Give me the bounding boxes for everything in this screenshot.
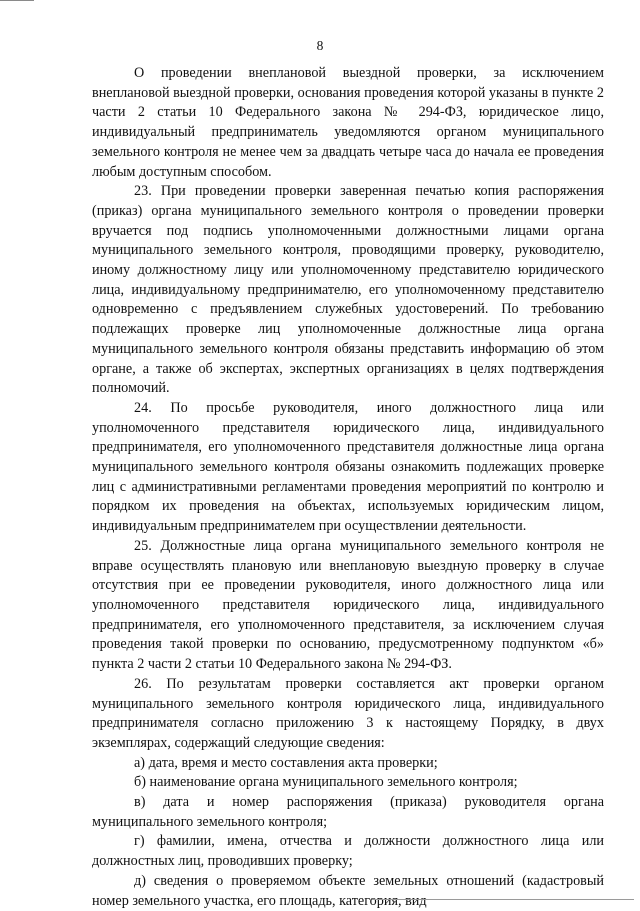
paragraph-26-item-d: д) сведения о проверяемом объекте земельных отношений (кадастровый номер земельного участка, его площадь, категория, вид [92,872,604,909]
paragraph-23: 23. При проведении проверки заверенная печатью копия распоряжения (приказ) органа муниципального земельного контроля о проведении проверки вручается под подпись уполномоченными должностными лицами органа муниципального земельного контроля, проводящими проверку, руководителю, иному должностному лицу или уполномоченному представителю юридического лица, индивидуальному предпринимателю, его уполномоченному представителю одновременно с предъявлением служебных удостоверений. По требованию подлежащих проверке лиц уполномоченные должностные лица органа муниципального земельного контроля обязаны представить информацию об этом органе, а также об экспертах, экспертных организациях в целях подтверждения полномочий. [92,183,604,397]
paragraph-24: 24. По просьбе руководителя, иного должностного лица или уполномоченного представителя юридического лица, индивидуального предпринимателя, его уполномоченного представителя должностные лица органа муниципального земельного контроля обязаны ознакомить подлежащих проверке лиц с административными регламентами проведения мероприятий по контролю и порядком их проведения на объектах, используемых юридическим лицом, индивидуальным предпринимателем при осуществлении деятельности. [92,399,604,535]
paragraph-unscheduled-inspection-notice: О проведении внеплановой выездной проверки, за исключением внеплановой выездной проверки, основания проведения которой указаны в пункте 2 части 2 статьи 10 Федерального закона № 294-ФЗ, юридическое лицо, индивидуальный предприниматель уведомляются органом муниципального земельного контроля не менее чем за двадцать четыре часа до начала ее проведения любым доступным способом. [92,65,604,180]
bottom-edge-line [372,899,634,900]
page-number: 8 [316,38,324,53]
corner-scan-mark [0,0,34,1]
paragraph-26-item-v: в) дата и номер распоряжения (приказа) руководителя органа муниципального земельного контроля; [92,794,604,830]
paragraph-26: 26. По результатам проверки составляется акт проверки органом муниципального земельного контроля юридического лица, индивидуального предпринимателя согласно приложению 3 к настоящему Порядку, в двух экземплярах, содержащий следующие сведения: [92,675,604,751]
paragraph-25: 25. Должностные лица органа муниципального земельного контроля не вправе осуществлять плановую или внеплановую выездную проверку в случае отсутствия при ее проведении руководителя, иного должностного лица или уполномоченного представителя юридического лица, индивидуального предпринимателя, его уполномоченного представителя, за исключением случая проведения такой проверки по основанию, предусмотренному подпунктом «б» пункта 2 части 2 статьи 10 Федерального закона № 294-ФЗ. [92,537,604,673]
paragraph-26-item-b: б) наименование органа муниципального земельного контроля; [134,774,518,791]
paragraph-26-item-g: г) фамилии, имена, отчества и должности должностного лица или должностных лиц, проводивших проверку; [92,833,604,870]
document-body [92,64,604,911]
paragraph-26-item-a: а) дата, время и место составления акта проверки; [134,754,438,771]
